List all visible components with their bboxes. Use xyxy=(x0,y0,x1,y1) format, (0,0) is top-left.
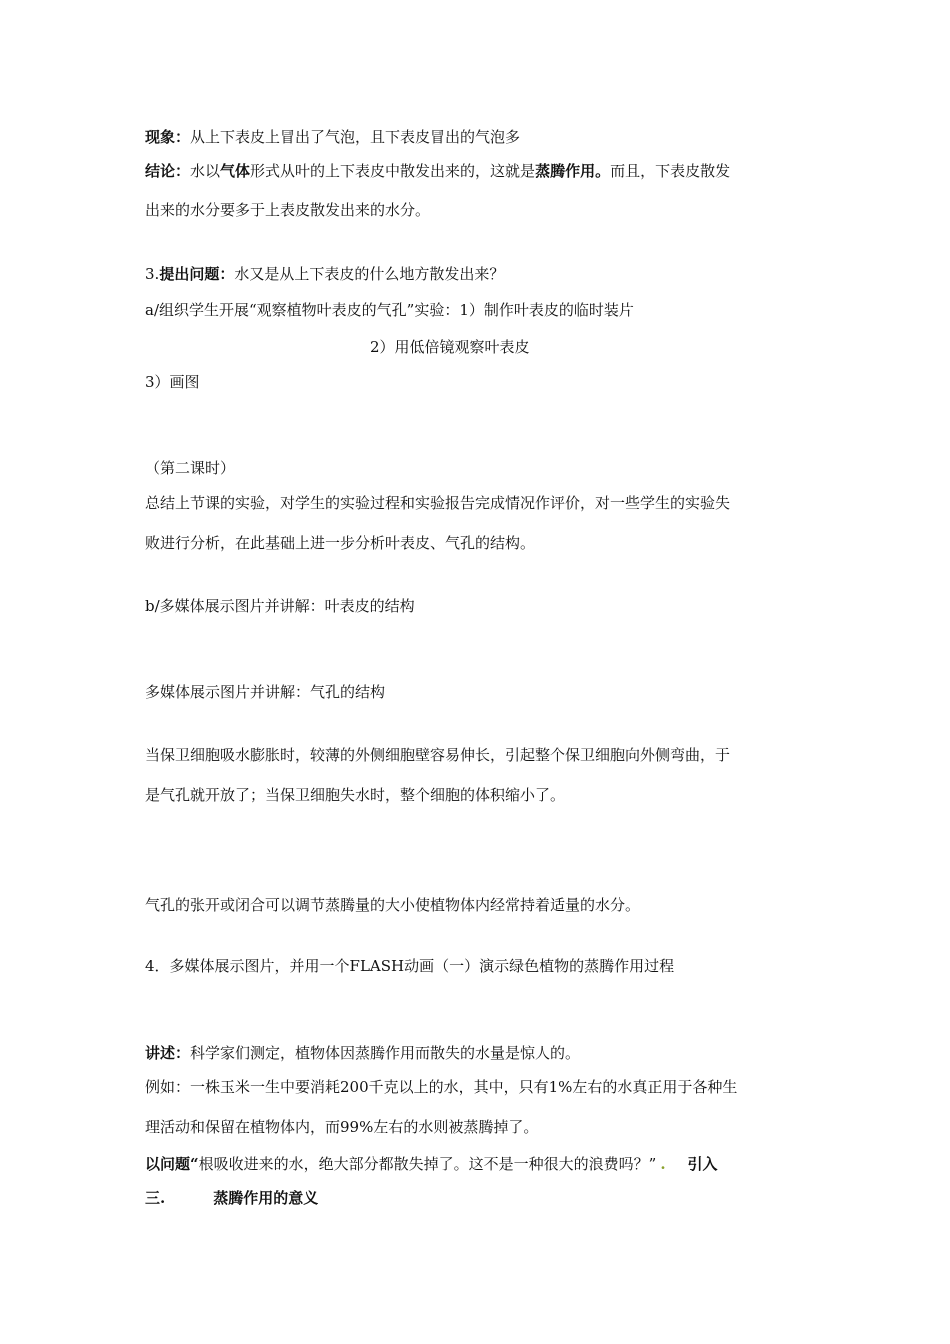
second-lesson-heading: （第二课时） xyxy=(145,459,236,477)
question-number: 3. xyxy=(145,265,160,283)
epidermis-structure-text: b/多媒体展示图片并讲解：叶表皮的结构 xyxy=(145,597,415,615)
guard-cell-line-2: 是气孔就开放了；当保卫细胞失水时，整个细胞的体积缩小了。 xyxy=(145,786,566,804)
phenomenon-paragraph xyxy=(145,126,810,148)
conclusion-label: 结论： xyxy=(145,162,191,180)
conclusion-bold-transpiration: 蒸腾作用。 xyxy=(535,162,611,180)
example-line-2: 理活动和保留在植物体内，而99%左右的水则被蒸腾掉了。 xyxy=(145,1118,539,1136)
experiment-step-1: a/组织学生开展“观察植物叶表皮的气孔”实验：1）制作叶表皮的临时装片 xyxy=(145,301,634,319)
experiment-step-2: 2）用低倍镜观察叶表皮 xyxy=(370,338,530,356)
section-three-heading xyxy=(145,1187,810,1209)
question-text: 水又是从上下表皮的什么地方散发出来？ xyxy=(234,265,505,283)
experiment-step-3: 3）画图 xyxy=(145,373,200,391)
section-three-title: 蒸腾作用的意义 xyxy=(213,1189,319,1207)
phenomenon-text: 从上下表皮上冒出了气泡，且下表皮冒出的气泡多 xyxy=(190,128,521,146)
conclusion-text-1: 水以 xyxy=(190,162,221,180)
section-three-number: 三. xyxy=(145,1189,166,1207)
flash-demo-text: 4．多媒体展示图片，并用一个FLASH动画（一）演示绿色植物的蒸腾作用过程 xyxy=(145,957,675,975)
question-intro-text: 根吸收进来的水，绝大部分都散失掉了。这不是一种很大的浪费吗？” xyxy=(198,1155,657,1173)
conclusion-text-3: 而且，下表皮散发 xyxy=(610,162,731,180)
question-intro-prefix: 以问题“ xyxy=(145,1155,199,1173)
narration-paragraph xyxy=(145,1042,810,1064)
question-paragraph xyxy=(145,263,810,285)
conclusion-line-2: 出来的水分要多于上表皮散发出来的水分。 xyxy=(145,201,431,219)
conclusion-bold-gas: 气体 xyxy=(220,162,251,180)
phenomenon-label: 现象： xyxy=(145,128,191,146)
narration-label: 讲述： xyxy=(145,1044,191,1062)
stoma-regulation-text: 气孔的张开或闭合可以调节蒸腾量的大小使植物体内经常持着适量的水分。 xyxy=(145,896,641,914)
question-intro-paragraph xyxy=(145,1153,810,1175)
question-intro-suffix: 引入 xyxy=(687,1155,718,1173)
guard-cell-line-1: 当保卫细胞吸水膨胀时，较薄的外侧细胞壁容易伸长，引起整个保卫细胞向外侧弯曲，于 xyxy=(145,746,731,764)
conclusion-text-2: 形式从叶的上下表皮中散发出来的，这就是 xyxy=(250,162,536,180)
question-intro-dot: . xyxy=(660,1155,666,1173)
summary-line-1: 总结上节课的实验，对学生的实验过程和实验报告完成情况作评价，对一些学生的实验失 xyxy=(145,494,731,512)
conclusion-paragraph xyxy=(145,160,810,182)
summary-line-2: 败进行分析，在此基础上进一步分析叶表皮、气孔的结构。 xyxy=(145,534,536,552)
narration-text: 科学家们测定，植物体因蒸腾作用而散失的水量是惊人的。 xyxy=(190,1044,581,1062)
stoma-structure-text: 多媒体展示图片并讲解：气孔的结构 xyxy=(145,683,386,701)
example-line-1: 例如：一株玉米一生中要消耗200千克以上的水，其中，只有1%左右的水真正用于各种生 xyxy=(145,1078,738,1096)
question-label: 提出问题： xyxy=(159,265,235,283)
